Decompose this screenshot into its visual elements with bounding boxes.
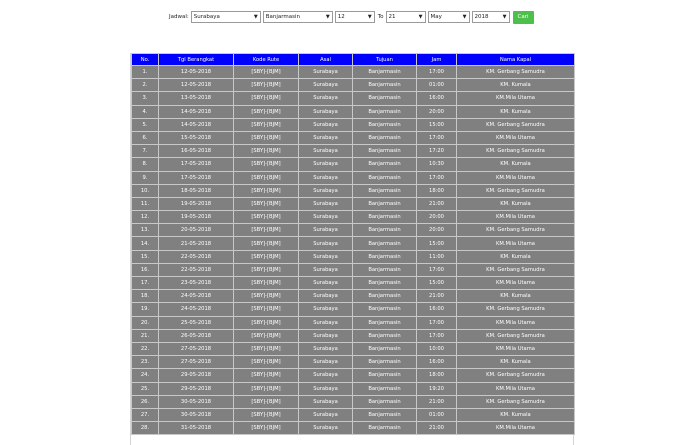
origin-cell: Surabaya — [299, 211, 353, 224]
route-code: [SBY]-[BJM] — [234, 342, 299, 355]
origin-cell: Surabaya — [299, 118, 353, 131]
ship-name: KM. Kumala — [457, 79, 575, 92]
row-number: 4. — [132, 105, 159, 118]
origin-cell: Surabaya — [299, 145, 353, 158]
departure-date: 20-05-2018 — [159, 224, 234, 237]
year-select[interactable]: 2018 ▼ — [472, 11, 510, 23]
departure-time: 17:00 — [417, 316, 457, 329]
ship-name: KM.Mila Utama — [457, 211, 575, 224]
origin-cell: Surabaya — [299, 224, 353, 237]
row-number: 22. — [132, 342, 159, 355]
departure-date: 30-05-2018 — [159, 395, 234, 408]
route-code: [SBY]-[BJM] — [234, 92, 299, 105]
destination-cell: Banjarmasin — [353, 171, 417, 184]
departure-time: 18:00 — [417, 369, 457, 382]
route-code: [SBY]-[BJM] — [234, 369, 299, 382]
route-code: [SBY]-[BJM] — [234, 171, 299, 184]
departure-date: 29-05-2018 — [159, 369, 234, 382]
row-number: 21. — [132, 329, 159, 342]
departure-date: 26-05-2018 — [159, 329, 234, 342]
chevron-down-icon: ▼ — [253, 14, 258, 20]
filter-label: Jadwal: — [169, 14, 189, 20]
departure-date: 29-05-2018 — [159, 382, 234, 395]
departure-date: 14-05-2018 — [159, 105, 234, 118]
route-code: [SBY]-[BJM] — [234, 408, 299, 421]
ship-name: KM. Kumala — [457, 158, 575, 171]
ship-name: KM.Mila Utama — [457, 92, 575, 105]
route-code: [SBY]-[BJM] — [234, 66, 299, 79]
departure-time: 11:00 — [417, 250, 457, 263]
ship-name: KM. Gerbang Samudra — [457, 329, 575, 342]
ship-name: KM. Kumala — [457, 250, 575, 263]
origin-cell: Surabaya — [299, 329, 353, 342]
chevron-down-icon: ▼ — [325, 14, 330, 20]
table-row — [132, 118, 575, 131]
row-number: 15. — [132, 250, 159, 263]
departure-date: 16-05-2018 — [159, 145, 234, 158]
departure-time: 20:00 — [417, 211, 457, 224]
ship-name: KM. Gerbang Samudra — [457, 118, 575, 131]
departure-date: 17-05-2018 — [159, 158, 234, 171]
route-code: [SBY]-[BJM] — [234, 131, 299, 144]
row-number: 19. — [132, 303, 159, 316]
departure-date: 12-05-2018 — [159, 66, 234, 79]
end-day-select[interactable]: 21 ▼ — [386, 11, 426, 23]
destination-cell: Banjarmasin — [353, 79, 417, 92]
destination-cell: Banjarmasin — [353, 92, 417, 105]
origin-cell: Surabaya — [299, 263, 353, 276]
route-code: [SBY]-[BJM] — [234, 316, 299, 329]
departure-date: 19-05-2018 — [159, 197, 234, 210]
table-row — [132, 79, 575, 92]
ship-name: KM. Gerbang Samudra — [457, 145, 575, 158]
table-row — [132, 382, 575, 395]
route-code: [SBY]-[BJM] — [234, 158, 299, 171]
route-code: [SBY]-[BJM] — [234, 290, 299, 303]
destination-cell: Banjarmasin — [353, 197, 417, 210]
ship-name: KM. Gerbang Samudra — [457, 224, 575, 237]
table-row — [132, 197, 575, 210]
row-number: 8. — [132, 158, 159, 171]
departure-time: 16:00 — [417, 356, 457, 369]
destination-cell: Banjarmasin — [353, 342, 417, 355]
row-number: 27. — [132, 408, 159, 421]
row-number: 7. — [132, 145, 159, 158]
route-code: [SBY]-[BJM] — [234, 118, 299, 131]
route-code: [SBY]-[BJM] — [234, 356, 299, 369]
destination-cell: Banjarmasin — [353, 250, 417, 263]
table-row — [132, 356, 575, 369]
row-number: 26. — [132, 395, 159, 408]
origin-cell: Surabaya — [299, 250, 353, 263]
table-row — [132, 184, 575, 197]
departure-time: 21:00 — [417, 290, 457, 303]
to-label: To — [377, 14, 384, 20]
route-code: [SBY]-[BJM] — [234, 250, 299, 263]
origin-cell: Surabaya — [299, 92, 353, 105]
row-number: 2. — [132, 79, 159, 92]
origin-cell: Surabaya — [299, 66, 353, 79]
departure-date: 15-05-2018 — [159, 131, 234, 144]
departure-date: 18-05-2018 — [159, 184, 234, 197]
departure-time: 16:00 — [417, 92, 457, 105]
destination-cell: Banjarmasin — [353, 395, 417, 408]
row-number: 18. — [132, 290, 159, 303]
origin-cell: Surabaya — [299, 277, 353, 290]
row-number: 17. — [132, 277, 159, 290]
origin-cell: Surabaya — [299, 356, 353, 369]
ship-name: KM. Gerbang Samudra — [457, 395, 575, 408]
destination-cell: Banjarmasin — [353, 422, 417, 435]
table-row — [132, 316, 575, 329]
departure-time: 17:00 — [417, 263, 457, 276]
route-code: [SBY]-[BJM] — [234, 105, 299, 118]
departure-date: 12-05-2018 — [159, 79, 234, 92]
table-row — [132, 66, 575, 79]
ship-name: KM. Gerbang Samudra — [457, 184, 575, 197]
origin-cell: Surabaya — [299, 79, 353, 92]
table-row — [132, 277, 575, 290]
table-row — [132, 211, 575, 224]
table-row — [132, 224, 575, 237]
ship-name: KM. Kumala — [457, 356, 575, 369]
route-code: [SBY]-[BJM] — [234, 263, 299, 276]
table-row — [132, 290, 575, 303]
departure-date: 30-05-2018 — [159, 408, 234, 421]
ship-name: KM. Gerbang Samudra — [457, 369, 575, 382]
departure-date: 24-05-2018 — [159, 290, 234, 303]
row-number: 24. — [132, 369, 159, 382]
ship-name: KM.Mila Utama — [457, 422, 575, 435]
departure-time: 17:00 — [417, 329, 457, 342]
chevron-down-icon: ▼ — [462, 14, 467, 20]
route-code: [SBY]-[BJM] — [234, 395, 299, 408]
origin-cell: Surabaya — [299, 290, 353, 303]
row-number: 5. — [132, 118, 159, 131]
row-number: 3. — [132, 92, 159, 105]
table-row — [132, 105, 575, 118]
route-code: [SBY]-[BJM] — [234, 237, 299, 250]
row-number: 9. — [132, 171, 159, 184]
table-row — [132, 92, 575, 105]
destination-cell: Banjarmasin — [353, 131, 417, 144]
chevron-down-icon: ▼ — [367, 14, 372, 20]
departure-date: 21-05-2018 — [159, 237, 234, 250]
route-code: [SBY]-[BJM] — [234, 224, 299, 237]
row-number: 20. — [132, 316, 159, 329]
ship-name: KM. Kumala — [457, 290, 575, 303]
departure-date: 25-05-2018 — [159, 316, 234, 329]
origin-cell: Surabaya — [299, 237, 353, 250]
destination-cell: Banjarmasin — [353, 66, 417, 79]
table-row — [132, 395, 575, 408]
departure-date: 22-05-2018 — [159, 250, 234, 263]
ship-name: KM. Kumala — [457, 197, 575, 210]
destination-cell: Banjarmasin — [353, 382, 417, 395]
column-header: Nama Kapal — [457, 54, 575, 66]
destination-cell: Banjarmasin — [353, 329, 417, 342]
departure-date: 31-05-2018 — [159, 422, 234, 435]
column-header: Tgl Berangkat — [159, 54, 234, 66]
ship-name: KM. Gerbang Samudra — [457, 66, 575, 79]
column-header: Asal — [299, 54, 353, 66]
ship-name: KM. Kumala — [457, 105, 575, 118]
departure-date: 23-05-2018 — [159, 277, 234, 290]
departure-time: 15:00 — [417, 118, 457, 131]
destination-cell: Banjarmasin — [353, 105, 417, 118]
departure-time: 21:00 — [417, 197, 457, 210]
route-code: [SBY]-[BJM] — [234, 277, 299, 290]
departure-time: 17:00 — [417, 66, 457, 79]
table-row — [132, 158, 575, 171]
origin-cell: Surabaya — [299, 342, 353, 355]
row-number: 6. — [132, 131, 159, 144]
departure-time: 19:20 — [417, 382, 457, 395]
table-row — [132, 422, 575, 435]
departure-date: 27-05-2018 — [159, 356, 234, 369]
row-number: 12. — [132, 211, 159, 224]
column-header: Kode Rute — [234, 54, 299, 66]
origin-cell: Surabaya — [299, 184, 353, 197]
destination-cell: Banjarmasin — [353, 224, 417, 237]
row-number: 25. — [132, 382, 159, 395]
table-header-row — [132, 54, 575, 66]
route-code: [SBY]-[BJM] — [234, 79, 299, 92]
departure-time: 21:00 — [417, 395, 457, 408]
ship-name: KM. Gerbang Samudra — [457, 303, 575, 316]
table-row — [132, 263, 575, 276]
ship-name: KM.Mila Utama — [457, 277, 575, 290]
departure-time: 20:00 — [417, 105, 457, 118]
departure-time: 01:00 — [417, 79, 457, 92]
destination-cell: Banjarmasin — [353, 290, 417, 303]
row-number: 1. — [132, 66, 159, 79]
route-code: [SBY]-[BJM] — [234, 303, 299, 316]
destination-cell: Banjarmasin — [353, 118, 417, 131]
destination-cell: Banjarmasin — [353, 211, 417, 224]
table-row — [132, 250, 575, 263]
departure-date: 13-05-2018 — [159, 92, 234, 105]
route-code: [SBY]-[BJM] — [234, 145, 299, 158]
ship-name: KM.Mila Utama — [457, 131, 575, 144]
ship-name: KM.Mila Utama — [457, 382, 575, 395]
schedule-table-container — [130, 53, 574, 445]
destination-cell: Banjarmasin — [353, 316, 417, 329]
destination-cell: Banjarmasin — [353, 277, 417, 290]
table-row — [132, 408, 575, 421]
row-number: 11. — [132, 197, 159, 210]
table-row — [132, 303, 575, 316]
destination-cell: Banjarmasin — [353, 237, 417, 250]
route-code: [SBY]-[BJM] — [234, 211, 299, 224]
departure-date: 22-05-2018 — [159, 263, 234, 276]
table-row — [132, 369, 575, 382]
chevron-down-icon: ▼ — [502, 14, 507, 20]
table-row — [132, 329, 575, 342]
table-row — [132, 145, 575, 158]
departure-date: 17-05-2018 — [159, 171, 234, 184]
ship-name: KM.Mila Utama — [457, 342, 575, 355]
departure-time: 20:00 — [417, 224, 457, 237]
start-day-select[interactable]: 12 ▼ — [335, 11, 375, 23]
departure-time: 17:00 — [417, 171, 457, 184]
destination-cell: Banjarmasin — [353, 184, 417, 197]
route-code: [SBY]-[BJM] — [234, 422, 299, 435]
origin-cell: Surabaya — [299, 303, 353, 316]
row-number: 28. — [132, 422, 159, 435]
origin-cell: Surabaya — [299, 105, 353, 118]
origin-cell: Surabaya — [299, 382, 353, 395]
chevron-down-icon: ▼ — [418, 14, 423, 20]
destination-cell: Banjarmasin — [353, 145, 417, 158]
column-header: Jam — [417, 54, 457, 66]
origin-select[interactable]: Surabaya ▼ — [191, 11, 261, 23]
month-select[interactable]: May ▼ — [428, 11, 470, 23]
origin-cell: Surabaya — [299, 158, 353, 171]
departure-time: 01:00 — [417, 408, 457, 421]
departure-time: 16:00 — [417, 303, 457, 316]
departure-time: 10:00 — [417, 342, 457, 355]
row-number: 14. — [132, 237, 159, 250]
departure-date: 24-05-2018 — [159, 303, 234, 316]
origin-cell: Surabaya — [299, 131, 353, 144]
ship-name: KM.Mila Utama — [457, 316, 575, 329]
destination-select[interactable]: Banjarmasin ▼ — [263, 11, 333, 23]
ship-name: KM.Mila Utama — [457, 171, 575, 184]
table-row — [132, 171, 575, 184]
destination-cell: Banjarmasin — [353, 158, 417, 171]
route-code: [SBY]-[BJM] — [234, 382, 299, 395]
departure-time: 10:30 — [417, 158, 457, 171]
destination-cell: Banjarmasin — [353, 303, 417, 316]
origin-cell: Surabaya — [299, 422, 353, 435]
row-number: 16. — [132, 263, 159, 276]
ship-name: KM.Mila Utama — [457, 237, 575, 250]
search-button[interactable]: Cari — [513, 11, 534, 24]
departure-time: 15:00 — [417, 237, 457, 250]
row-number: 23. — [132, 356, 159, 369]
departure-time: 18:00 — [417, 184, 457, 197]
departure-time: 17:20 — [417, 145, 457, 158]
route-code: [SBY]-[BJM] — [234, 197, 299, 210]
departure-date: 14-05-2018 — [159, 118, 234, 131]
ship-name: KM. Kumala — [457, 408, 575, 421]
departure-time: 15:00 — [417, 277, 457, 290]
row-number: 10. — [132, 184, 159, 197]
departure-time: 21:00 — [417, 422, 457, 435]
ship-name: KM. Gerbang Samudra — [457, 263, 575, 276]
departure-time: 17:00 — [417, 131, 457, 144]
destination-cell: Banjarmasin — [353, 263, 417, 276]
destination-cell: Banjarmasin — [353, 369, 417, 382]
column-header: Tujuan — [353, 54, 417, 66]
origin-cell: Surabaya — [299, 395, 353, 408]
departure-date: 27-05-2018 — [159, 342, 234, 355]
origin-cell: Surabaya — [299, 369, 353, 382]
table-row — [132, 237, 575, 250]
origin-cell: Surabaya — [299, 316, 353, 329]
table-row — [132, 342, 575, 355]
route-code: [SBY]-[BJM] — [234, 329, 299, 342]
table-row — [132, 131, 575, 144]
schedule-table — [131, 53, 575, 435]
destination-cell: Banjarmasin — [353, 356, 417, 369]
column-header: No. — [132, 54, 159, 66]
destination-cell: Banjarmasin — [353, 408, 417, 421]
origin-cell: Surabaya — [299, 408, 353, 421]
origin-cell: Surabaya — [299, 197, 353, 210]
departure-date: 19-05-2018 — [159, 211, 234, 224]
route-code: [SBY]-[BJM] — [234, 184, 299, 197]
row-number: 13. — [132, 224, 159, 237]
origin-cell: Surabaya — [299, 171, 353, 184]
schedule-filter-bar — [169, 10, 534, 24]
